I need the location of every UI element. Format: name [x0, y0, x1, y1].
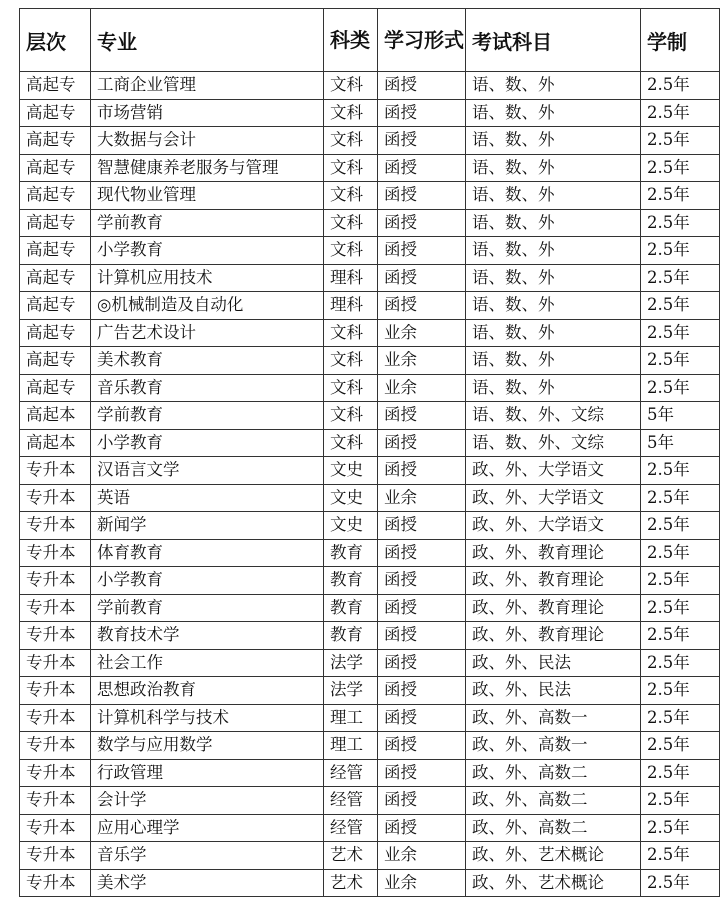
table-row — [20, 814, 720, 842]
cell-level: 高起专 — [20, 237, 91, 265]
cell-major: 计算机应用技术 — [91, 264, 324, 292]
table-row — [20, 182, 720, 210]
cell-level: 专升本 — [20, 787, 91, 815]
cell-duration: 2.5年 — [641, 154, 720, 182]
enrollment-table — [19, 8, 720, 897]
cell-exam-subjects: 语、数、外 — [466, 347, 641, 375]
table-row — [20, 732, 720, 760]
cell-study-form: 函授 — [378, 622, 466, 650]
cell-category: 理科 — [324, 292, 378, 320]
cell-level: 高起专 — [20, 154, 91, 182]
table-row — [20, 127, 720, 155]
cell-exam-subjects: 政、外、教育理论 — [466, 539, 641, 567]
cell-category: 理工 — [324, 732, 378, 760]
cell-exam-subjects: 语、数、外 — [466, 182, 641, 210]
cell-duration: 2.5年 — [641, 182, 720, 210]
cell-major: 应用心理学 — [91, 814, 324, 842]
cell-category: 文科 — [324, 402, 378, 430]
cell-level: 专升本 — [20, 759, 91, 787]
cell-category: 艺术 — [324, 869, 378, 897]
table-row — [20, 869, 720, 897]
cell-duration: 2.5年 — [641, 842, 720, 870]
cell-exam-subjects: 语、数、外、文综 — [466, 402, 641, 430]
cell-duration: 2.5年 — [641, 374, 720, 402]
cell-exam-subjects: 政、外、教育理论 — [466, 594, 641, 622]
cell-major: 音乐学 — [91, 842, 324, 870]
cell-exam-subjects: 语、数、外 — [466, 292, 641, 320]
cell-duration: 2.5年 — [641, 622, 720, 650]
table-row — [20, 787, 720, 815]
cell-duration: 2.5年 — [641, 127, 720, 155]
cell-study-form: 函授 — [378, 99, 466, 127]
cell-study-form: 函授 — [378, 457, 466, 485]
cell-category: 经管 — [324, 759, 378, 787]
cell-major: 学前教育 — [91, 402, 324, 430]
table-row — [20, 319, 720, 347]
cell-study-form: 函授 — [378, 154, 466, 182]
cell-major: 新闻学 — [91, 512, 324, 540]
cell-major: 英语 — [91, 484, 324, 512]
cell-major: 数学与应用数学 — [91, 732, 324, 760]
cell-duration: 2.5年 — [641, 237, 720, 265]
table-row — [20, 429, 720, 457]
cell-study-form: 函授 — [378, 264, 466, 292]
cell-major: 会计学 — [91, 787, 324, 815]
table-row — [20, 594, 720, 622]
cell-major: ◎机械制造及自动化 — [91, 292, 324, 320]
cell-level: 专升本 — [20, 457, 91, 485]
cell-category: 教育 — [324, 567, 378, 595]
cell-level: 专升本 — [20, 869, 91, 897]
cell-duration: 2.5年 — [641, 677, 720, 705]
cell-duration: 2.5年 — [641, 567, 720, 595]
cell-exam-subjects: 语、数、外、文综 — [466, 429, 641, 457]
header-major: 专业 — [91, 9, 324, 72]
cell-duration: 2.5年 — [641, 539, 720, 567]
cell-category: 文科 — [324, 319, 378, 347]
cell-study-form: 函授 — [378, 127, 466, 155]
table-row — [20, 512, 720, 540]
cell-category: 文科 — [324, 182, 378, 210]
cell-study-form: 函授 — [378, 292, 466, 320]
cell-category: 理工 — [324, 704, 378, 732]
cell-study-form: 函授 — [378, 429, 466, 457]
cell-category: 经管 — [324, 814, 378, 842]
cell-level: 高起专 — [20, 99, 91, 127]
header-exam-subjects: 考试科目 — [466, 9, 641, 72]
cell-duration: 2.5年 — [641, 759, 720, 787]
cell-major: 大数据与会计 — [91, 127, 324, 155]
cell-exam-subjects: 政、外、高数二 — [466, 787, 641, 815]
cell-major: 市场营销 — [91, 99, 324, 127]
cell-level: 专升本 — [20, 704, 91, 732]
cell-major: 社会工作 — [91, 649, 324, 677]
cell-level: 高起本 — [20, 429, 91, 457]
cell-category: 文科 — [324, 99, 378, 127]
cell-study-form: 函授 — [378, 512, 466, 540]
cell-level: 高起专 — [20, 292, 91, 320]
table-header — [20, 9, 720, 72]
cell-exam-subjects: 语、数、外 — [466, 319, 641, 347]
cell-exam-subjects: 政、外、大学语文 — [466, 457, 641, 485]
cell-category: 经管 — [324, 787, 378, 815]
cell-category: 文科 — [324, 429, 378, 457]
cell-level: 专升本 — [20, 567, 91, 595]
cell-study-form: 业余 — [378, 347, 466, 375]
cell-exam-subjects: 政、外、艺术概论 — [466, 842, 641, 870]
cell-category: 教育 — [324, 622, 378, 650]
cell-duration: 2.5年 — [641, 869, 720, 897]
cell-exam-subjects: 政、外、民法 — [466, 649, 641, 677]
cell-major: 思想政治教育 — [91, 677, 324, 705]
cell-duration: 2.5年 — [641, 72, 720, 100]
cell-duration: 2.5年 — [641, 814, 720, 842]
cell-category: 法学 — [324, 649, 378, 677]
table-row — [20, 704, 720, 732]
cell-study-form: 业余 — [378, 374, 466, 402]
cell-level: 专升本 — [20, 842, 91, 870]
cell-exam-subjects: 政、外、大学语文 — [466, 512, 641, 540]
cell-category: 法学 — [324, 677, 378, 705]
cell-study-form: 函授 — [378, 787, 466, 815]
cell-study-form: 函授 — [378, 182, 466, 210]
cell-exam-subjects: 政、外、高数一 — [466, 732, 641, 760]
cell-level: 专升本 — [20, 814, 91, 842]
cell-major: 教育技术学 — [91, 622, 324, 650]
table-row — [20, 842, 720, 870]
cell-major: 美术学 — [91, 869, 324, 897]
table-row — [20, 374, 720, 402]
cell-level: 高起专 — [20, 182, 91, 210]
cell-category: 文科 — [324, 154, 378, 182]
cell-study-form: 函授 — [378, 649, 466, 677]
cell-duration: 2.5年 — [641, 457, 720, 485]
cell-exam-subjects: 语、数、外 — [466, 99, 641, 127]
cell-study-form: 函授 — [378, 72, 466, 100]
cell-study-form: 业余 — [378, 869, 466, 897]
table-row — [20, 484, 720, 512]
cell-major: 行政管理 — [91, 759, 324, 787]
cell-duration: 2.5年 — [641, 99, 720, 127]
cell-study-form: 函授 — [378, 759, 466, 787]
cell-category: 文史 — [324, 484, 378, 512]
cell-exam-subjects: 政、外、教育理论 — [466, 622, 641, 650]
cell-exam-subjects: 政、外、高数二 — [466, 759, 641, 787]
cell-exam-subjects: 政、外、艺术概论 — [466, 869, 641, 897]
cell-major: 小学教育 — [91, 567, 324, 595]
table-row — [20, 72, 720, 100]
cell-category: 文科 — [324, 374, 378, 402]
cell-exam-subjects: 政、外、民法 — [466, 677, 641, 705]
cell-level: 高起本 — [20, 402, 91, 430]
cell-exam-subjects: 语、数、外 — [466, 127, 641, 155]
cell-major: 小学教育 — [91, 237, 324, 265]
cell-level: 高起专 — [20, 374, 91, 402]
cell-level: 专升本 — [20, 484, 91, 512]
table-row — [20, 539, 720, 567]
cell-category: 理科 — [324, 264, 378, 292]
header-row — [20, 9, 720, 72]
cell-duration: 2.5年 — [641, 264, 720, 292]
cell-duration: 2.5年 — [641, 209, 720, 237]
cell-level: 高起专 — [20, 319, 91, 347]
cell-study-form: 业余 — [378, 484, 466, 512]
cell-major: 汉语言文学 — [91, 457, 324, 485]
cell-major: 小学教育 — [91, 429, 324, 457]
header-duration: 学制 — [641, 9, 720, 72]
cell-major: 学前教育 — [91, 594, 324, 622]
table-row — [20, 457, 720, 485]
table-row — [20, 292, 720, 320]
cell-level: 高起专 — [20, 347, 91, 375]
cell-study-form: 函授 — [378, 814, 466, 842]
cell-major: 现代物业管理 — [91, 182, 324, 210]
cell-category: 教育 — [324, 594, 378, 622]
cell-exam-subjects: 语、数、外 — [466, 72, 641, 100]
table-row — [20, 402, 720, 430]
cell-level: 专升本 — [20, 677, 91, 705]
cell-level: 专升本 — [20, 512, 91, 540]
table-row — [20, 154, 720, 182]
cell-level: 专升本 — [20, 539, 91, 567]
cell-exam-subjects: 语、数、外 — [466, 154, 641, 182]
cell-category: 文史 — [324, 512, 378, 540]
cell-major: 学前教育 — [91, 209, 324, 237]
cell-major: 广告艺术设计 — [91, 319, 324, 347]
table-row — [20, 264, 720, 292]
cell-duration: 2.5年 — [641, 292, 720, 320]
cell-study-form: 函授 — [378, 539, 466, 567]
cell-exam-subjects: 政、外、高数一 — [466, 704, 641, 732]
cell-major: 计算机科学与技术 — [91, 704, 324, 732]
table-row — [20, 347, 720, 375]
table-row — [20, 622, 720, 650]
table-row — [20, 237, 720, 265]
cell-category: 文科 — [324, 72, 378, 100]
cell-level: 专升本 — [20, 732, 91, 760]
header-level: 层次 — [20, 9, 91, 72]
cell-duration: 2.5年 — [641, 319, 720, 347]
cell-level: 专升本 — [20, 649, 91, 677]
cell-duration: 2.5年 — [641, 512, 720, 540]
cell-level: 高起专 — [20, 209, 91, 237]
cell-duration: 5年 — [641, 429, 720, 457]
cell-major: 智慧健康养老服务与管理 — [91, 154, 324, 182]
table-row — [20, 677, 720, 705]
cell-duration: 2.5年 — [641, 732, 720, 760]
header-study-form: 学习形式 — [378, 9, 466, 72]
cell-category: 文史 — [324, 457, 378, 485]
cell-level: 高起专 — [20, 264, 91, 292]
cell-category: 文科 — [324, 347, 378, 375]
cell-level: 专升本 — [20, 594, 91, 622]
cell-study-form: 函授 — [378, 594, 466, 622]
cell-category: 艺术 — [324, 842, 378, 870]
cell-study-form: 函授 — [378, 237, 466, 265]
cell-major: 美术教育 — [91, 347, 324, 375]
cell-category: 文科 — [324, 209, 378, 237]
cell-duration: 2.5年 — [641, 704, 720, 732]
cell-exam-subjects: 语、数、外 — [466, 264, 641, 292]
cell-exam-subjects: 政、外、高数二 — [466, 814, 641, 842]
cell-category: 教育 — [324, 539, 378, 567]
cell-duration: 5年 — [641, 402, 720, 430]
cell-major: 音乐教育 — [91, 374, 324, 402]
cell-study-form: 函授 — [378, 677, 466, 705]
table-row — [20, 209, 720, 237]
table-row — [20, 567, 720, 595]
cell-duration: 2.5年 — [641, 347, 720, 375]
table-row — [20, 759, 720, 787]
cell-category: 文科 — [324, 127, 378, 155]
cell-major: 体育教育 — [91, 539, 324, 567]
cell-study-form: 业余 — [378, 842, 466, 870]
cell-category: 文科 — [324, 237, 378, 265]
cell-exam-subjects: 政、外、教育理论 — [466, 567, 641, 595]
cell-study-form: 函授 — [378, 732, 466, 760]
cell-exam-subjects: 政、外、大学语文 — [466, 484, 641, 512]
cell-study-form: 函授 — [378, 402, 466, 430]
cell-duration: 2.5年 — [641, 484, 720, 512]
cell-study-form: 函授 — [378, 209, 466, 237]
cell-study-form: 函授 — [378, 704, 466, 732]
cell-duration: 2.5年 — [641, 594, 720, 622]
cell-study-form: 函授 — [378, 567, 466, 595]
cell-level: 高起专 — [20, 72, 91, 100]
cell-major: 工商企业管理 — [91, 72, 324, 100]
cell-duration: 2.5年 — [641, 649, 720, 677]
table-body — [20, 72, 720, 897]
cell-duration: 2.5年 — [641, 787, 720, 815]
cell-level: 高起专 — [20, 127, 91, 155]
header-category: 科类 — [324, 9, 378, 72]
cell-exam-subjects: 语、数、外 — [466, 374, 641, 402]
cell-exam-subjects: 语、数、外 — [466, 237, 641, 265]
cell-exam-subjects: 语、数、外 — [466, 209, 641, 237]
cell-study-form: 业余 — [378, 319, 466, 347]
cell-level: 专升本 — [20, 622, 91, 650]
table-row — [20, 99, 720, 127]
table-row — [20, 649, 720, 677]
